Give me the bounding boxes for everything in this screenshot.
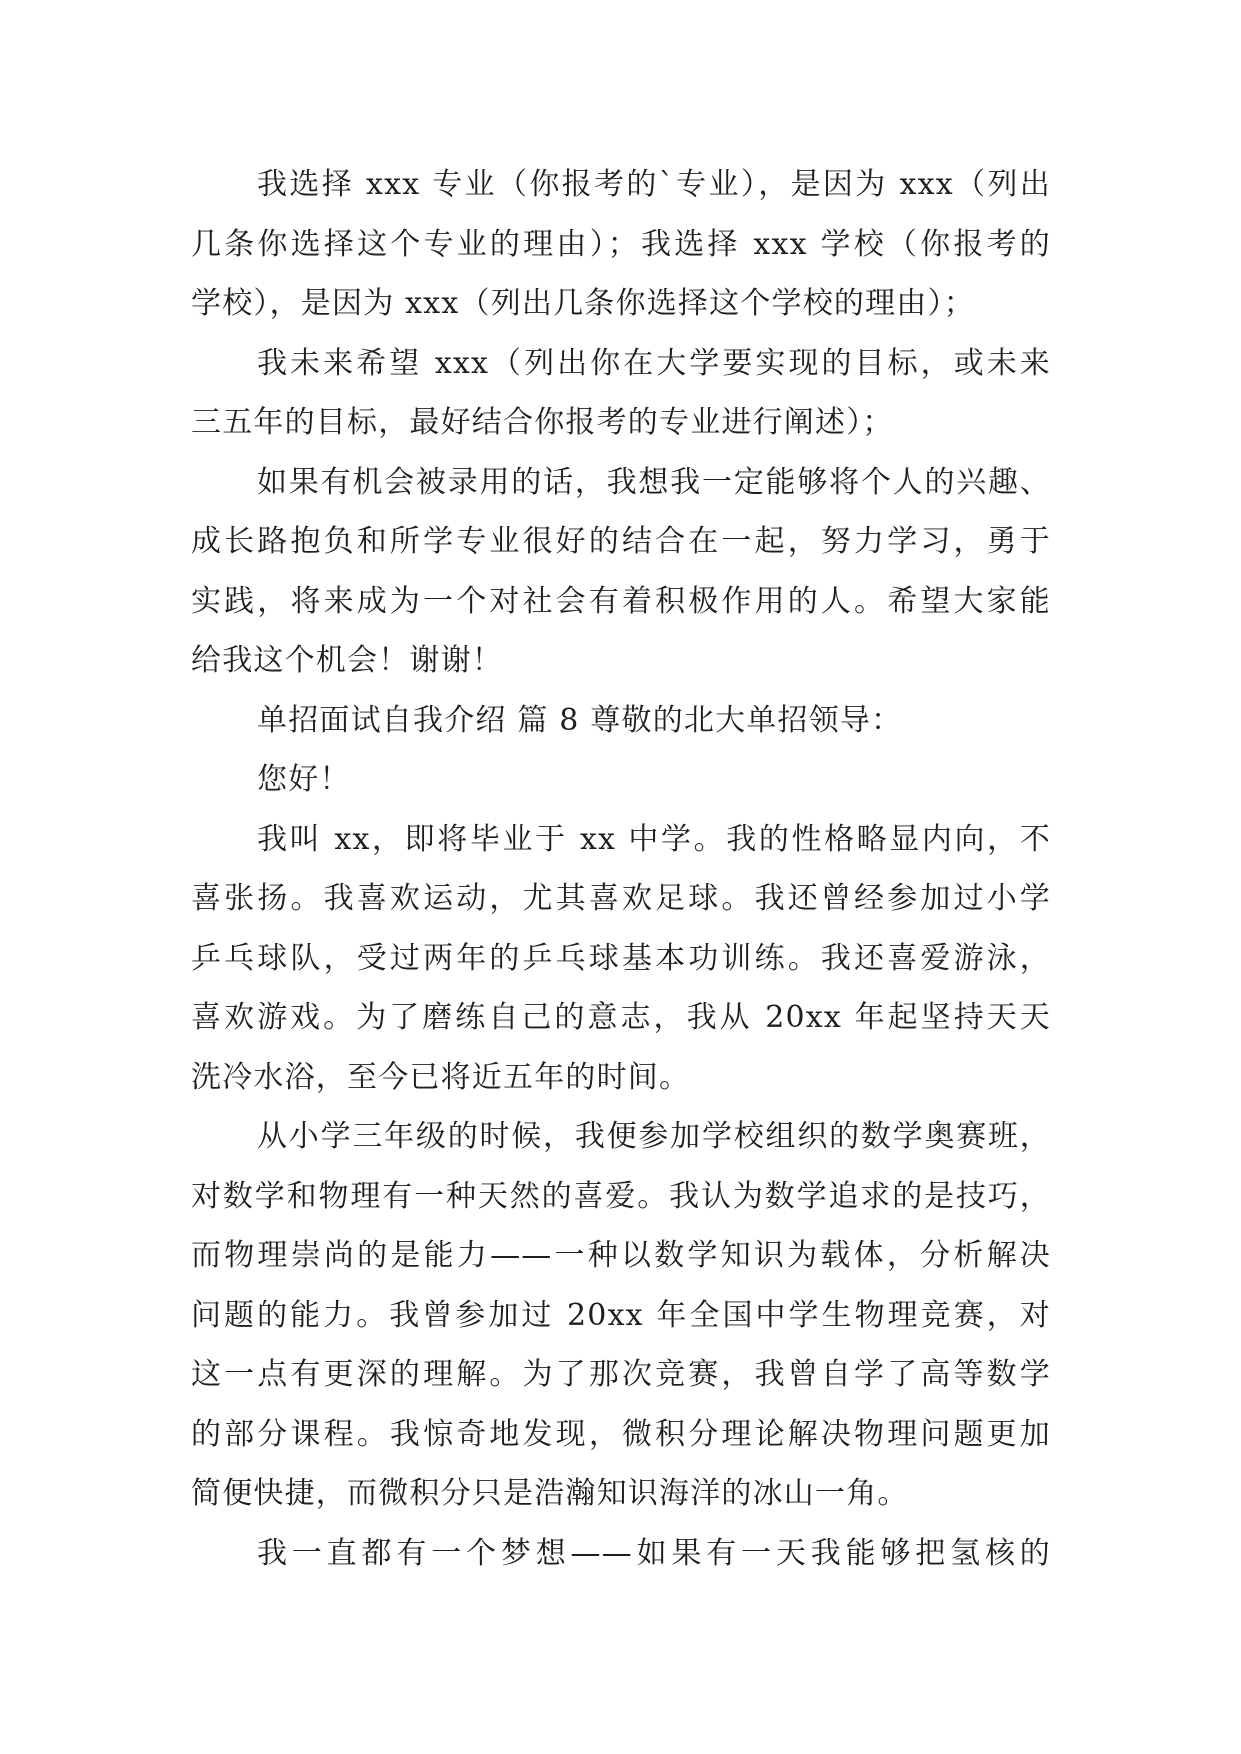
text-line: 实践，将来成为一个对社会有着积极作用的人。希望大家能 bbox=[191, 583, 1051, 619]
text-line: 对数学和物理有一种天然的喜爱。我认为数学追求的是技巧， bbox=[191, 1178, 1051, 1214]
text-line: 我一直都有一个梦想——如果有一天我能够把氢核的 bbox=[257, 1535, 1051, 1571]
text-line: 三五年的目标，最好结合你报考的专业进行阐述）； bbox=[191, 405, 894, 440]
text-line: 如果有机会被录用的话，我想我一定能够将个人的兴趣、 bbox=[257, 464, 1051, 500]
text-line: 问题的能力。我曾参加过 20xx 年全国中学生物理竞赛，对 bbox=[191, 1297, 1051, 1333]
text-line: 成长路抱负和所学专业很好的结合在一起，努力学习，勇于 bbox=[191, 524, 1051, 559]
text-line: 几条你选择这个专业的理由）；我选择 xxx 学校（你报考的 bbox=[191, 226, 1051, 262]
text-line: 我未来希望 xxx（列出你在大学要实现的目标，或未来 bbox=[257, 345, 1051, 381]
document-body bbox=[191, 155, 1051, 1583]
text-line: 给我这个机会！谢谢！ bbox=[191, 643, 503, 678]
text-line: 洗冷水浴，至今已将近五年的时间。 bbox=[191, 1059, 691, 1095]
text-line: 的部分课程。我惊奇地发现，微积分理论解决物理问题更加 bbox=[191, 1416, 1051, 1452]
text-line: 喜欢游戏。为了磨练自己的意志，我从 20xx 年起坚持天天 bbox=[191, 1000, 1051, 1035]
text-line: 我叫 xx，即将毕业于 xx 中学。我的性格略显内向，不 bbox=[257, 821, 1051, 857]
text-line: 简便快捷，而微积分只是浩瀚知识海洋的冰山一角。 bbox=[191, 1476, 909, 1511]
text-line: 单招面试自我介绍 篇 8 尊敬的北大单招领导： bbox=[257, 702, 903, 738]
text-line: 乒乓球队，受过两年的乒乓球基本功训练。我还喜爱游泳， bbox=[191, 940, 1051, 976]
text-line: 这一点有更深的理解。为了那次竞赛，我曾自学了高等数学 bbox=[191, 1357, 1051, 1392]
text-line: 从小学三年级的时候，我便参加学校组织的数学奥赛班， bbox=[257, 1119, 1051, 1154]
text-line: 而物理崇尚的是能力——一种以数学知识为载体，分析解决 bbox=[191, 1238, 1051, 1273]
text-line: 我选择 xxx 专业（你报考的`专业），是因为 xxx（列出 bbox=[257, 167, 1051, 202]
text-line: 您好！ bbox=[257, 762, 351, 797]
text-line: 喜张扬。我喜欢运动，尤其喜欢足球。我还曾经参加过小学 bbox=[191, 881, 1051, 916]
text-line: 学校），是因为 xxx（列出几条你选择这个学校的理由）； bbox=[191, 286, 975, 321]
